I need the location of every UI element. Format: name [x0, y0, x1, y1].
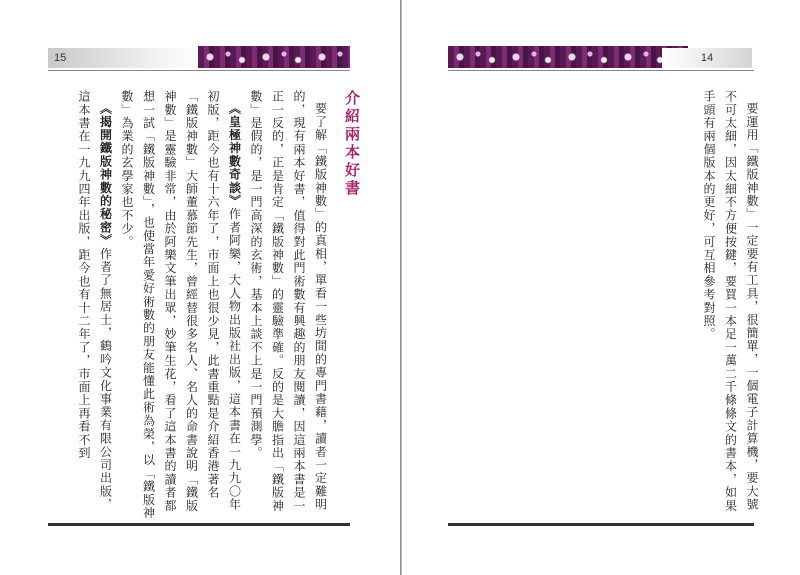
paragraph-text: 要了解「鐵版神數」的真相，單看一些坊間的專門書藉，讀者一定難明的，現有兩本好書，值得對此門術數有興趣的朋友閱讀，因這兩本書是一正一反的，正是肯定「鐵版神數」的靈驗準確。反的是大膽指出「鐵版神數」是假的，是一門高深的玄術，基本上談不上是一門預測學。	[249, 90, 328, 513]
paragraph-text: 要運用「鐵版神數」一定要有工具，很簡單，一個電子計算機，要大號不可太細，因太細不方便按鍵，要買一本足一萬二千條條文的書本，如果手頭有兩個版本的更好，可互相參考對照。	[702, 90, 759, 513]
page-number: 15	[48, 48, 204, 68]
book-title: 《皇極神數奇談》	[227, 102, 242, 208]
page-body	[672, 90, 762, 520]
page-body	[44, 90, 362, 520]
section-title: 介紹兩本好書	[343, 90, 361, 198]
right-page	[402, 0, 800, 575]
footer-rule	[48, 523, 350, 526]
page-number: 14	[662, 48, 752, 68]
header-rule	[48, 70, 350, 71]
header-ornament	[448, 46, 688, 68]
book-title: 《揭開鐵版神數的秘密》	[98, 102, 113, 248]
header-ornament	[198, 46, 350, 68]
paragraph	[245, 90, 331, 520]
paragraph-text: 作者阿樂，大人物出版社出版，這本書在一九九〇年初版，距今也有十六年了，市面上也很少見，此書重點是介紹香港著名「鐵版神數」大師董慕節先生，曾經替很多名人、名人的命書說明「鐵版神數」是靈驗非常，由於阿樂文筆出眾，妙筆生花，看了這本書的讀者都想一試「鐵版神數」，也使當年愛好術數的朋友能懂此術為榮，以「鐵版神數」為業的玄學家也不少。	[120, 90, 242, 520]
header-rule	[448, 70, 754, 71]
left-page	[0, 0, 399, 575]
paragraph	[73, 90, 116, 520]
paragraph	[698, 90, 763, 520]
paragraph	[116, 90, 245, 520]
footer-rule	[448, 523, 754, 526]
paragraph-text: 作者了無居士，鶴吟文化事業有限公司出版，這本書在一九九四年出版，距今也有十二年了，市面上再看不到	[77, 90, 113, 512]
